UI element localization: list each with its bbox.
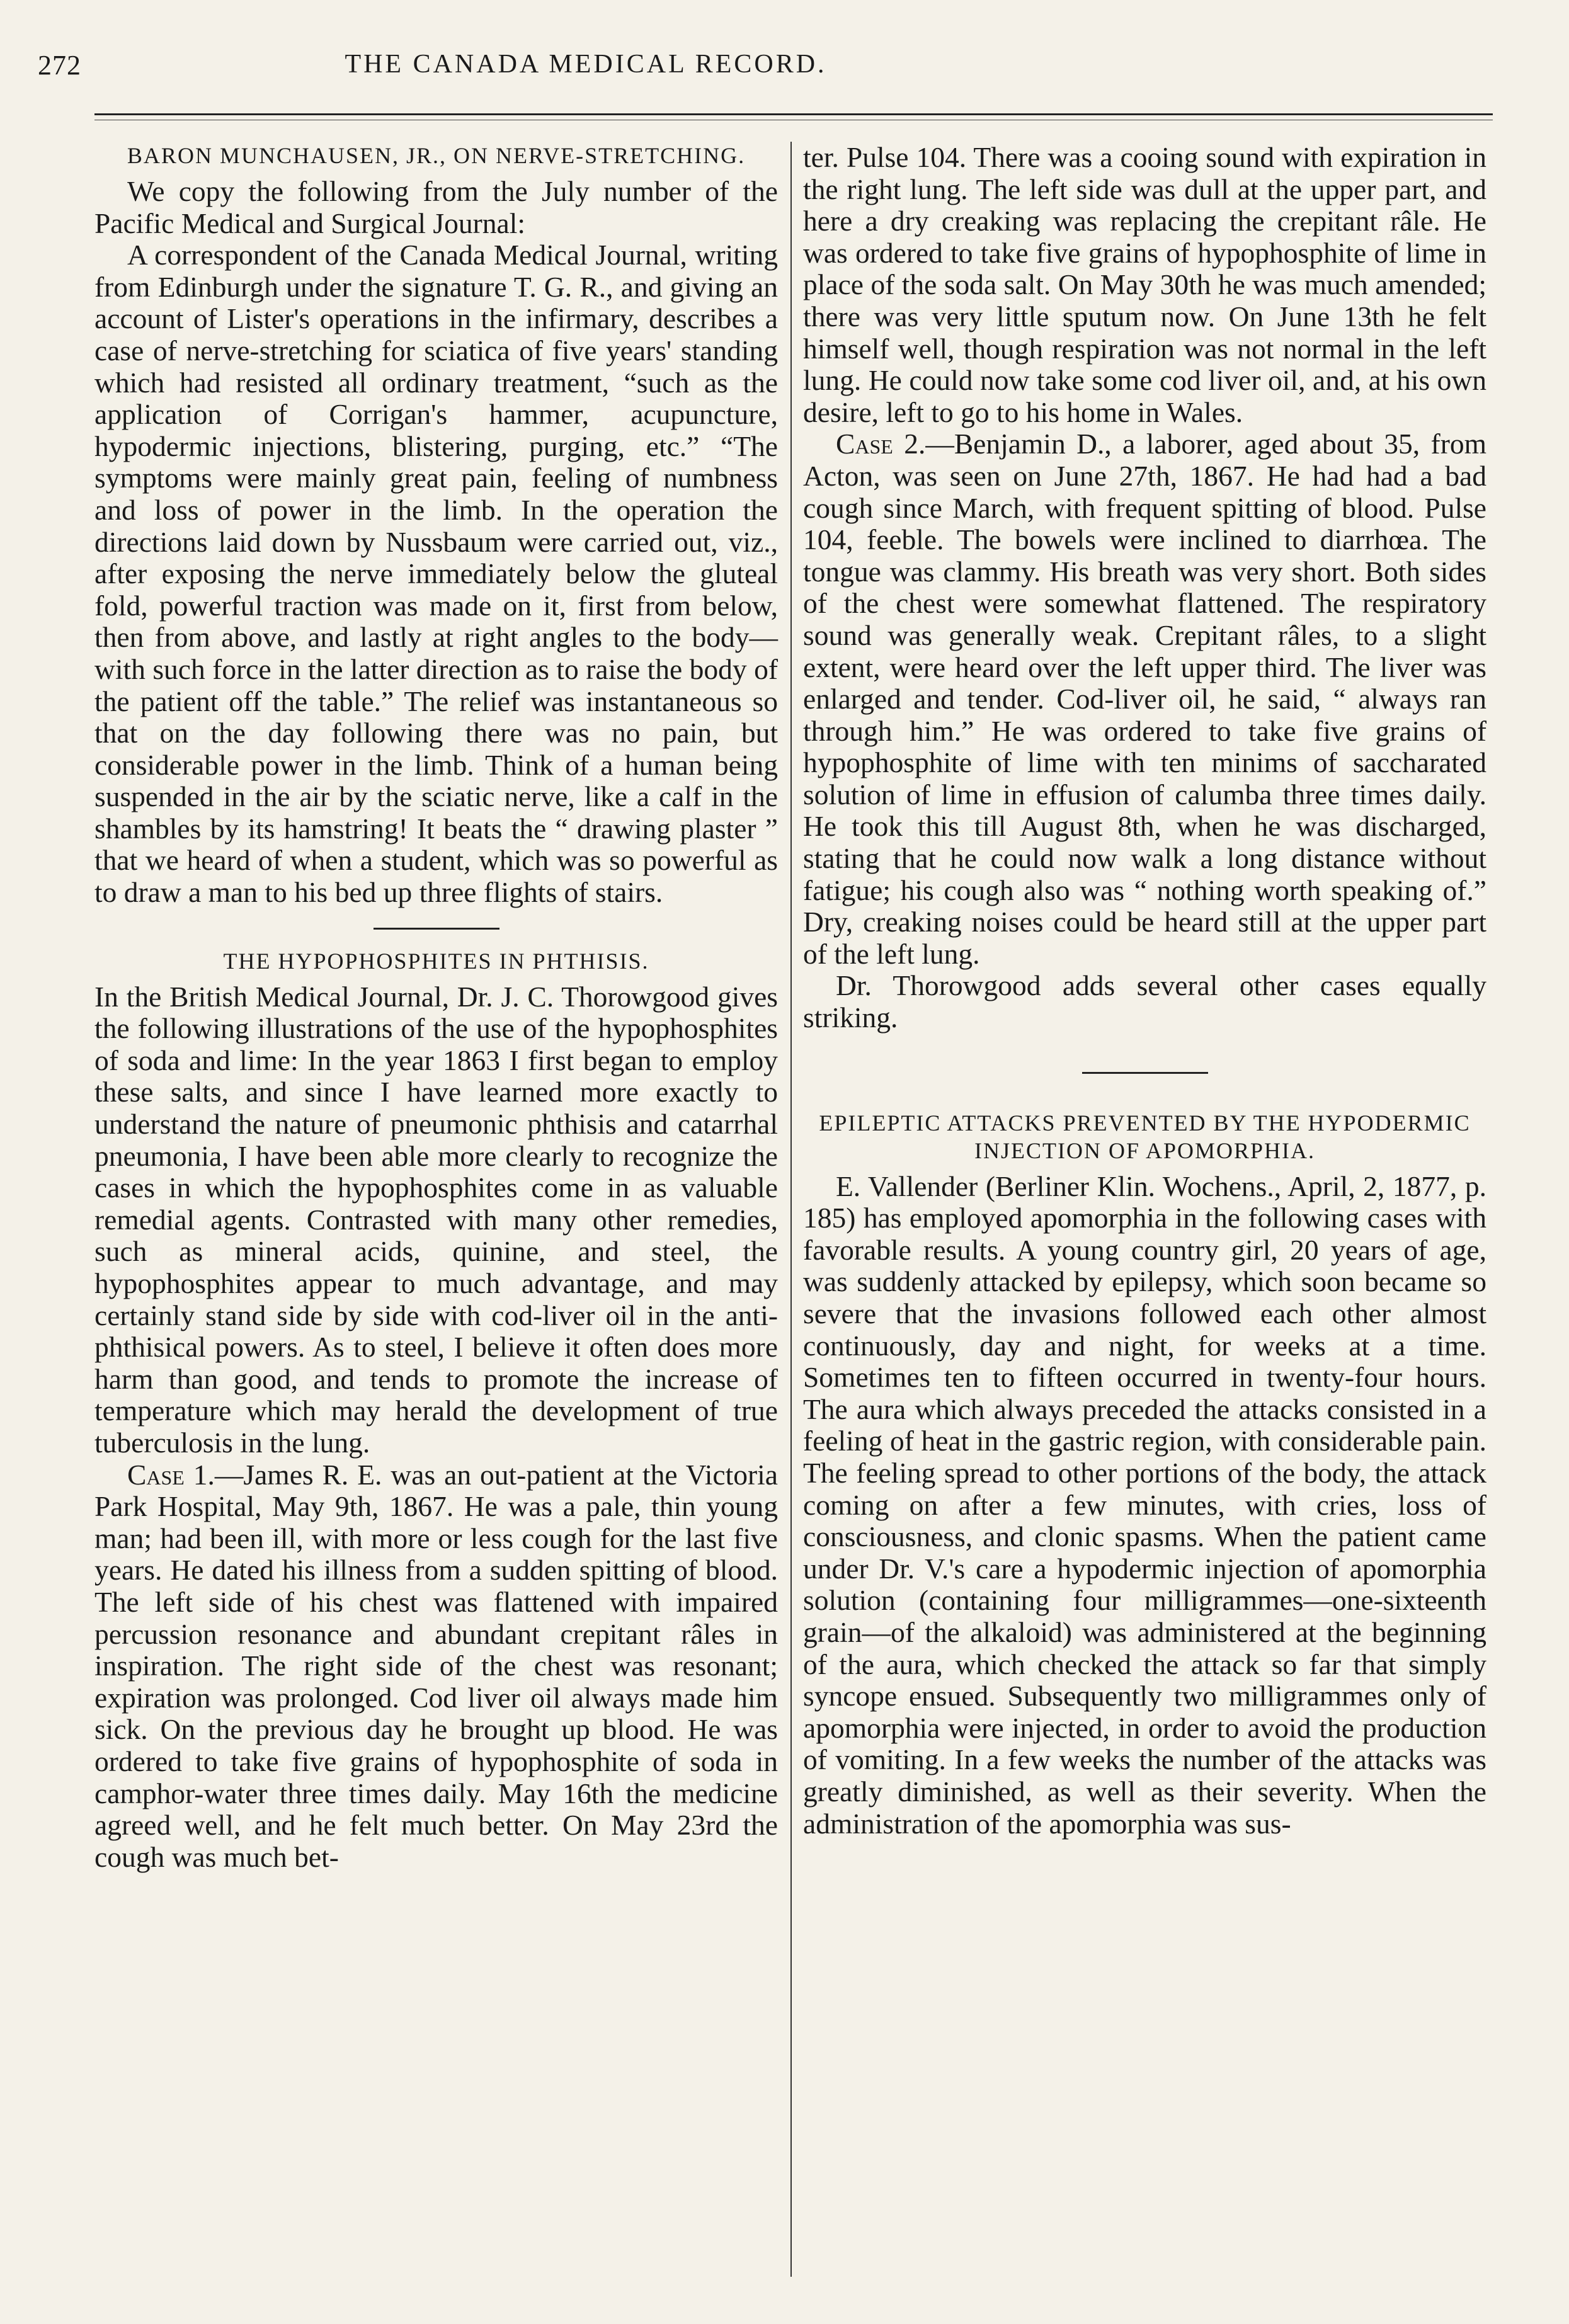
article-paragraph: We copy the following from the July number of the Pacific Medical and Surgical Journal: — [94, 175, 778, 239]
section-divider — [1082, 1072, 1208, 1074]
article-paragraph: In the British Medical Journal, Dr. J. C. Thorowgood gives the following illustrations of the use of the hypophosphites of soda and lime: In the year 1863 I first began to employ these salts, and since I have learned more exactly to understand the nature of pneumonic phthisis and catarrhal pneumonia, I have been able more clearly to recognize the cases in which the hypophosphites come in as valuable remedial agents. Contrasted with many other remedies, such as mineral acids, quinine, and steel, the hypophosphites appear to much advantage, and may certainly stand side by side with cod-liver oil in the anti-phthisical powers. As to steel, I believe it often does more harm than good, and tends to promote the increase of temperature which may herald the development of true tuberculosis in the lung. — [94, 980, 778, 1459]
article-paragraph: A correspondent of the Canada Medical Journal, writing from Edinburgh under the signature T. G. R., and giving an account of Lister's operations in the infirmary, describes a case of nerve-stretching for sciatica of five years' standing which had resisted all ordinary treatment, “such as the application of Corrigan's hammer, acupuncture, hypodermic injections, blistering, purging, etc.” “The symptoms were mainly great pain, feeling of numbness and loss of power in the limb. In the operation the directions laid down by Nussbaum were carried out, viz., after exposing the nerve immediately below the gluteal fold, powerful traction was made on it, first from below, then from above, and lastly at right angles to the body—with such force in the latter direction as to raise the body of the patient off the table.” The relief was instantaneous so that on the day following there was no pain, but considerable power in the limb. Think of a human being suspended in the air by the sciatic nerve, like a calf in the shambles by its hamstring! It beats the “ drawing plaster ” that we heard of when a student, which was so powerful as to draw a man to his bed up three flights of stairs. — [94, 239, 778, 909]
case-text: —James R. E. was an out-patient at the Victoria Park Hospital, May 9th, 1867. He was a pale, thin young man; had been ill, with more or less cough for the last five years. He dated his illness from a sudden spitting of blood. The left side of his chest was flattened with impaired percussion resonance and abundant crepitant râles in inspiration. The right side of the chest was resonant; expiration was prolonged. Cod liver oil always made him sick. On the previous day he brought up blood. He was ordered to take five grains of hypophosphite of soda in camphor-water three times daily. May 16th the medicine agreed well, and he felt much better. On May 23rd the cough was much bet- — [94, 1458, 778, 1873]
column-divider — [790, 142, 792, 2277]
section-divider — [374, 928, 499, 930]
page-number: 272 — [38, 50, 81, 81]
header-rule — [94, 113, 1493, 115]
case-lead: Case 1. — [127, 1458, 215, 1491]
running-title: THE CANADA MEDICAL RECORD. — [345, 50, 827, 79]
page-header — [38, 49, 1134, 87]
case-text: —Benjamin D., a laborer, aged about 35, from Acton, was seen on June 27th, 1867. He had had a bad cough since March, with frequent spitting of blood. Pulse 104, feeble. The bowels were inclined to diarrhœa. The tongue was clammy. His breath was very short. Both sides of the chest were somewhat flattened. The respiratory sound was generally weak. Crepitant râles, to a slight extent, were heard over the left upper third. The liver was enlarged and tender. Cod-liver oil, he said, “ always ran through him.” He was ordered to take five grains of hypophosphite of lime with ten minims of saccharated solution of lime in effusion of calumba three times daily. He took this till August 8th, when he was discharged, stating that he could now walk a long distance without fatigue; his cough also was “ nothing worth speaking of.” Dry, creaking noises could be heard still at the upper part of the left lung. — [803, 428, 1486, 970]
article-paragraph: Dr. Thorowgood adds several other cases equally striking. — [803, 969, 1486, 1034]
case-paragraph — [803, 428, 1486, 970]
article-title-hypophosphites: THE HYPOPHOSPHITES IN PHTHISIS. — [223, 948, 649, 974]
left-column — [94, 142, 778, 1873]
right-column — [803, 142, 1486, 1840]
case-paragraph-continued: ter. Pulse 104. There was a cooing sound with expiration in the right lung. The left side was dull at the upper part, and here a dry creaking was replacing the crepitant râle. He was ordered to take five grains of hypophosphite of lime in place of the soda salt. On May 30th he was much amended; there was very little sputum now. On June 13th he felt himself well, though respiration was not normal in the left lung. He could now take some cod liver oil, and, at his own desire, left to go to his home in Wales. — [803, 141, 1486, 428]
case-paragraph — [94, 1459, 778, 1874]
article-title-epileptic: EPILEPTIC ATTACKS PREVENTED BY THE HYPODERMIC INJECTION OF APOMORPHIA. — [819, 1110, 1471, 1163]
article-paragraph: E. Vallender (Berliner Klin. Wochens., April, 2, 1877, p. 185) has employed apomorphia in the following cases with favorable results. A young country girl, 20 years of age, was suddenly attacked by epilepsy, which soon became so severe that the invasions followed each other almost continuously, day and night, for weeks at a time. Sometimes ten to fifteen occurred in twenty-four hours. The aura which always preceded the attacks consisted in a feeling of heat in the gastric region, with considerable pain. The feeling spread to other portions of the body, the attack coming on after a few minutes, with cries, loss of consciousness, and clonic spasms. When the patient came under Dr. V.'s care a hypodermic injection of apomorphia solution (containing four milligrammes—one-sixteenth grain—of the alkaloid) was administered at the beginning of the aura, which checked the attack so far that simply syncope ensued. Subsequently two milligrammes only of apomorphia were injected, in order to avoid the production of vomiting. In a few weeks the number of the attacks was greatly diminished, as well as their severity. When the administration of the apomorphia was sus- — [803, 1170, 1486, 1840]
article-title-nerve-stretching: BARON MUNCHAUSEN, JR., ON NERVE-STRETCHING. — [127, 143, 746, 168]
case-lead: Case 2. — [836, 428, 926, 460]
